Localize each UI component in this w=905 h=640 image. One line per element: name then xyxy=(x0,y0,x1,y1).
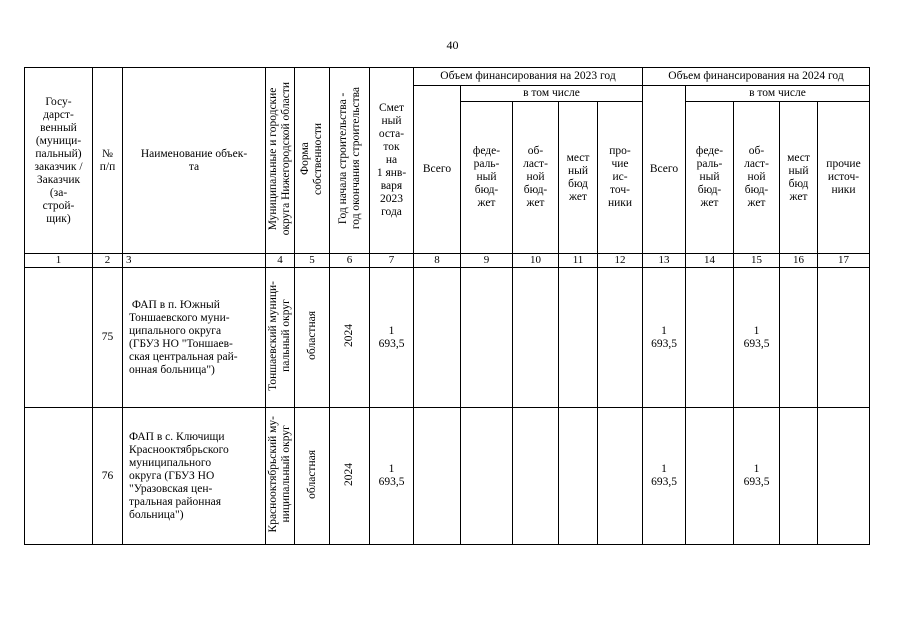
cell-municipality: Тоншаевский муници- пальный округ xyxy=(266,268,295,408)
header-years: Год начала строительства - год окончания строительства xyxy=(330,68,370,254)
financing-table xyxy=(24,67,870,545)
cell-local-2024 xyxy=(780,268,818,408)
col-num: 1 xyxy=(25,254,93,268)
header-total-2024: Всего xyxy=(643,86,686,254)
cell-other-2023 xyxy=(598,268,643,408)
cell-years: 2024 xyxy=(330,268,370,408)
cell-other-2024 xyxy=(818,268,870,408)
cell-federal-2023 xyxy=(461,268,513,408)
cell-regional-2024: 1 693,5 xyxy=(734,408,780,545)
col-num: 6 xyxy=(330,254,370,268)
cell-name: ФАП в п. Южный Тоншаевского муни- ципального округа (ГБУЗ НО "Тоншаев- ская центральная рай- онная больница") xyxy=(123,268,266,408)
table-row xyxy=(25,408,870,545)
cell-other-2024 xyxy=(818,408,870,545)
col-num: 10 xyxy=(513,254,559,268)
cell-federal-2024 xyxy=(686,268,734,408)
cell-total-2024: 1 693,5 xyxy=(643,268,686,408)
cell-local-2023 xyxy=(559,268,598,408)
cell-local-2024 xyxy=(780,408,818,545)
col-num: 5 xyxy=(295,254,330,268)
cell-total-2024: 1 693,5 xyxy=(643,408,686,545)
col-num: 8 xyxy=(414,254,461,268)
cell-ownership: областная xyxy=(295,268,330,408)
cell-regional-2023 xyxy=(513,268,559,408)
header-other-2024: прочие источ- ники xyxy=(818,102,870,254)
col-num: 9 xyxy=(461,254,513,268)
cell-years: 2024 xyxy=(330,408,370,545)
header-name: Наименование объек- та xyxy=(123,68,266,254)
col-num: 3 xyxy=(123,254,266,268)
header-num: № п/п xyxy=(93,68,123,254)
header-federal-2023: феде- раль- ный бюд- жет xyxy=(461,102,513,254)
header-federal-2024: феде- раль- ный бюд- жет xyxy=(686,102,734,254)
col-num: 13 xyxy=(643,254,686,268)
table-row xyxy=(25,268,870,408)
col-num: 2 xyxy=(93,254,123,268)
header-regional-2024: об- ласт- ной бюд- жет xyxy=(734,102,780,254)
header-fin-2024: Объем финансирования на 2024 год xyxy=(643,68,870,86)
col-num: 17 xyxy=(818,254,870,268)
col-num: 11 xyxy=(559,254,598,268)
col-num: 15 xyxy=(734,254,780,268)
cell-total-2023 xyxy=(414,408,461,545)
page-number: 40 xyxy=(446,38,459,52)
header-local-2024: мест ный бюд жет xyxy=(780,102,818,254)
col-num: 16 xyxy=(780,254,818,268)
cell-name: ФАП в с. Ключищи Краснооктябрьского муниципального округа (ГБУЗ НО "Уразовская цен- тральная районная больница") xyxy=(123,408,266,545)
cell-remainder: 1 693,5 xyxy=(370,268,414,408)
cell-local-2023 xyxy=(559,408,598,545)
header-local-2023: мест ный бюд жет xyxy=(559,102,598,254)
header-incl-2023: в том числе xyxy=(461,86,643,102)
col-num: 4 xyxy=(266,254,295,268)
cell-ownership: областная xyxy=(295,408,330,545)
header-customer: Госу- дарст- венный (муници- пальный) заказчик / Заказчик (за- строй- щик) xyxy=(25,68,93,254)
col-num: 14 xyxy=(686,254,734,268)
header-remainder: Смет ный оста- ток на 1 янв- варя 2023 года xyxy=(370,68,414,254)
cell-total-2023 xyxy=(414,268,461,408)
col-num: 12 xyxy=(598,254,643,268)
cell-remainder: 1 693,5 xyxy=(370,408,414,545)
cell-regional-2023 xyxy=(513,408,559,545)
cell-other-2023 xyxy=(598,408,643,545)
cell-federal-2024 xyxy=(686,408,734,545)
cell-customer xyxy=(25,408,93,545)
header-incl-2024: в том числе xyxy=(686,86,870,102)
header-regional-2023: об- ласт- ной бюд- жет xyxy=(513,102,559,254)
col-num: 7 xyxy=(370,254,414,268)
cell-federal-2023 xyxy=(461,408,513,545)
header-ownership: Форма собственности xyxy=(295,68,330,254)
cell-num: 76 xyxy=(93,408,123,545)
header-fin-2023: Объем финансирования на 2023 год xyxy=(414,68,643,86)
header-total-2023: Всего xyxy=(414,86,461,254)
header-municipality: Муниципальные и городские округа Нижегородской области xyxy=(266,68,295,254)
header-other-2023: про- чие ис- точ- ники xyxy=(598,102,643,254)
column-numbers-row xyxy=(25,254,870,268)
cell-customer xyxy=(25,268,93,408)
cell-num: 75 xyxy=(93,268,123,408)
cell-municipality: Краснооктябрьский му- ниципальный округ xyxy=(266,408,295,545)
cell-regional-2024: 1 693,5 xyxy=(734,268,780,408)
